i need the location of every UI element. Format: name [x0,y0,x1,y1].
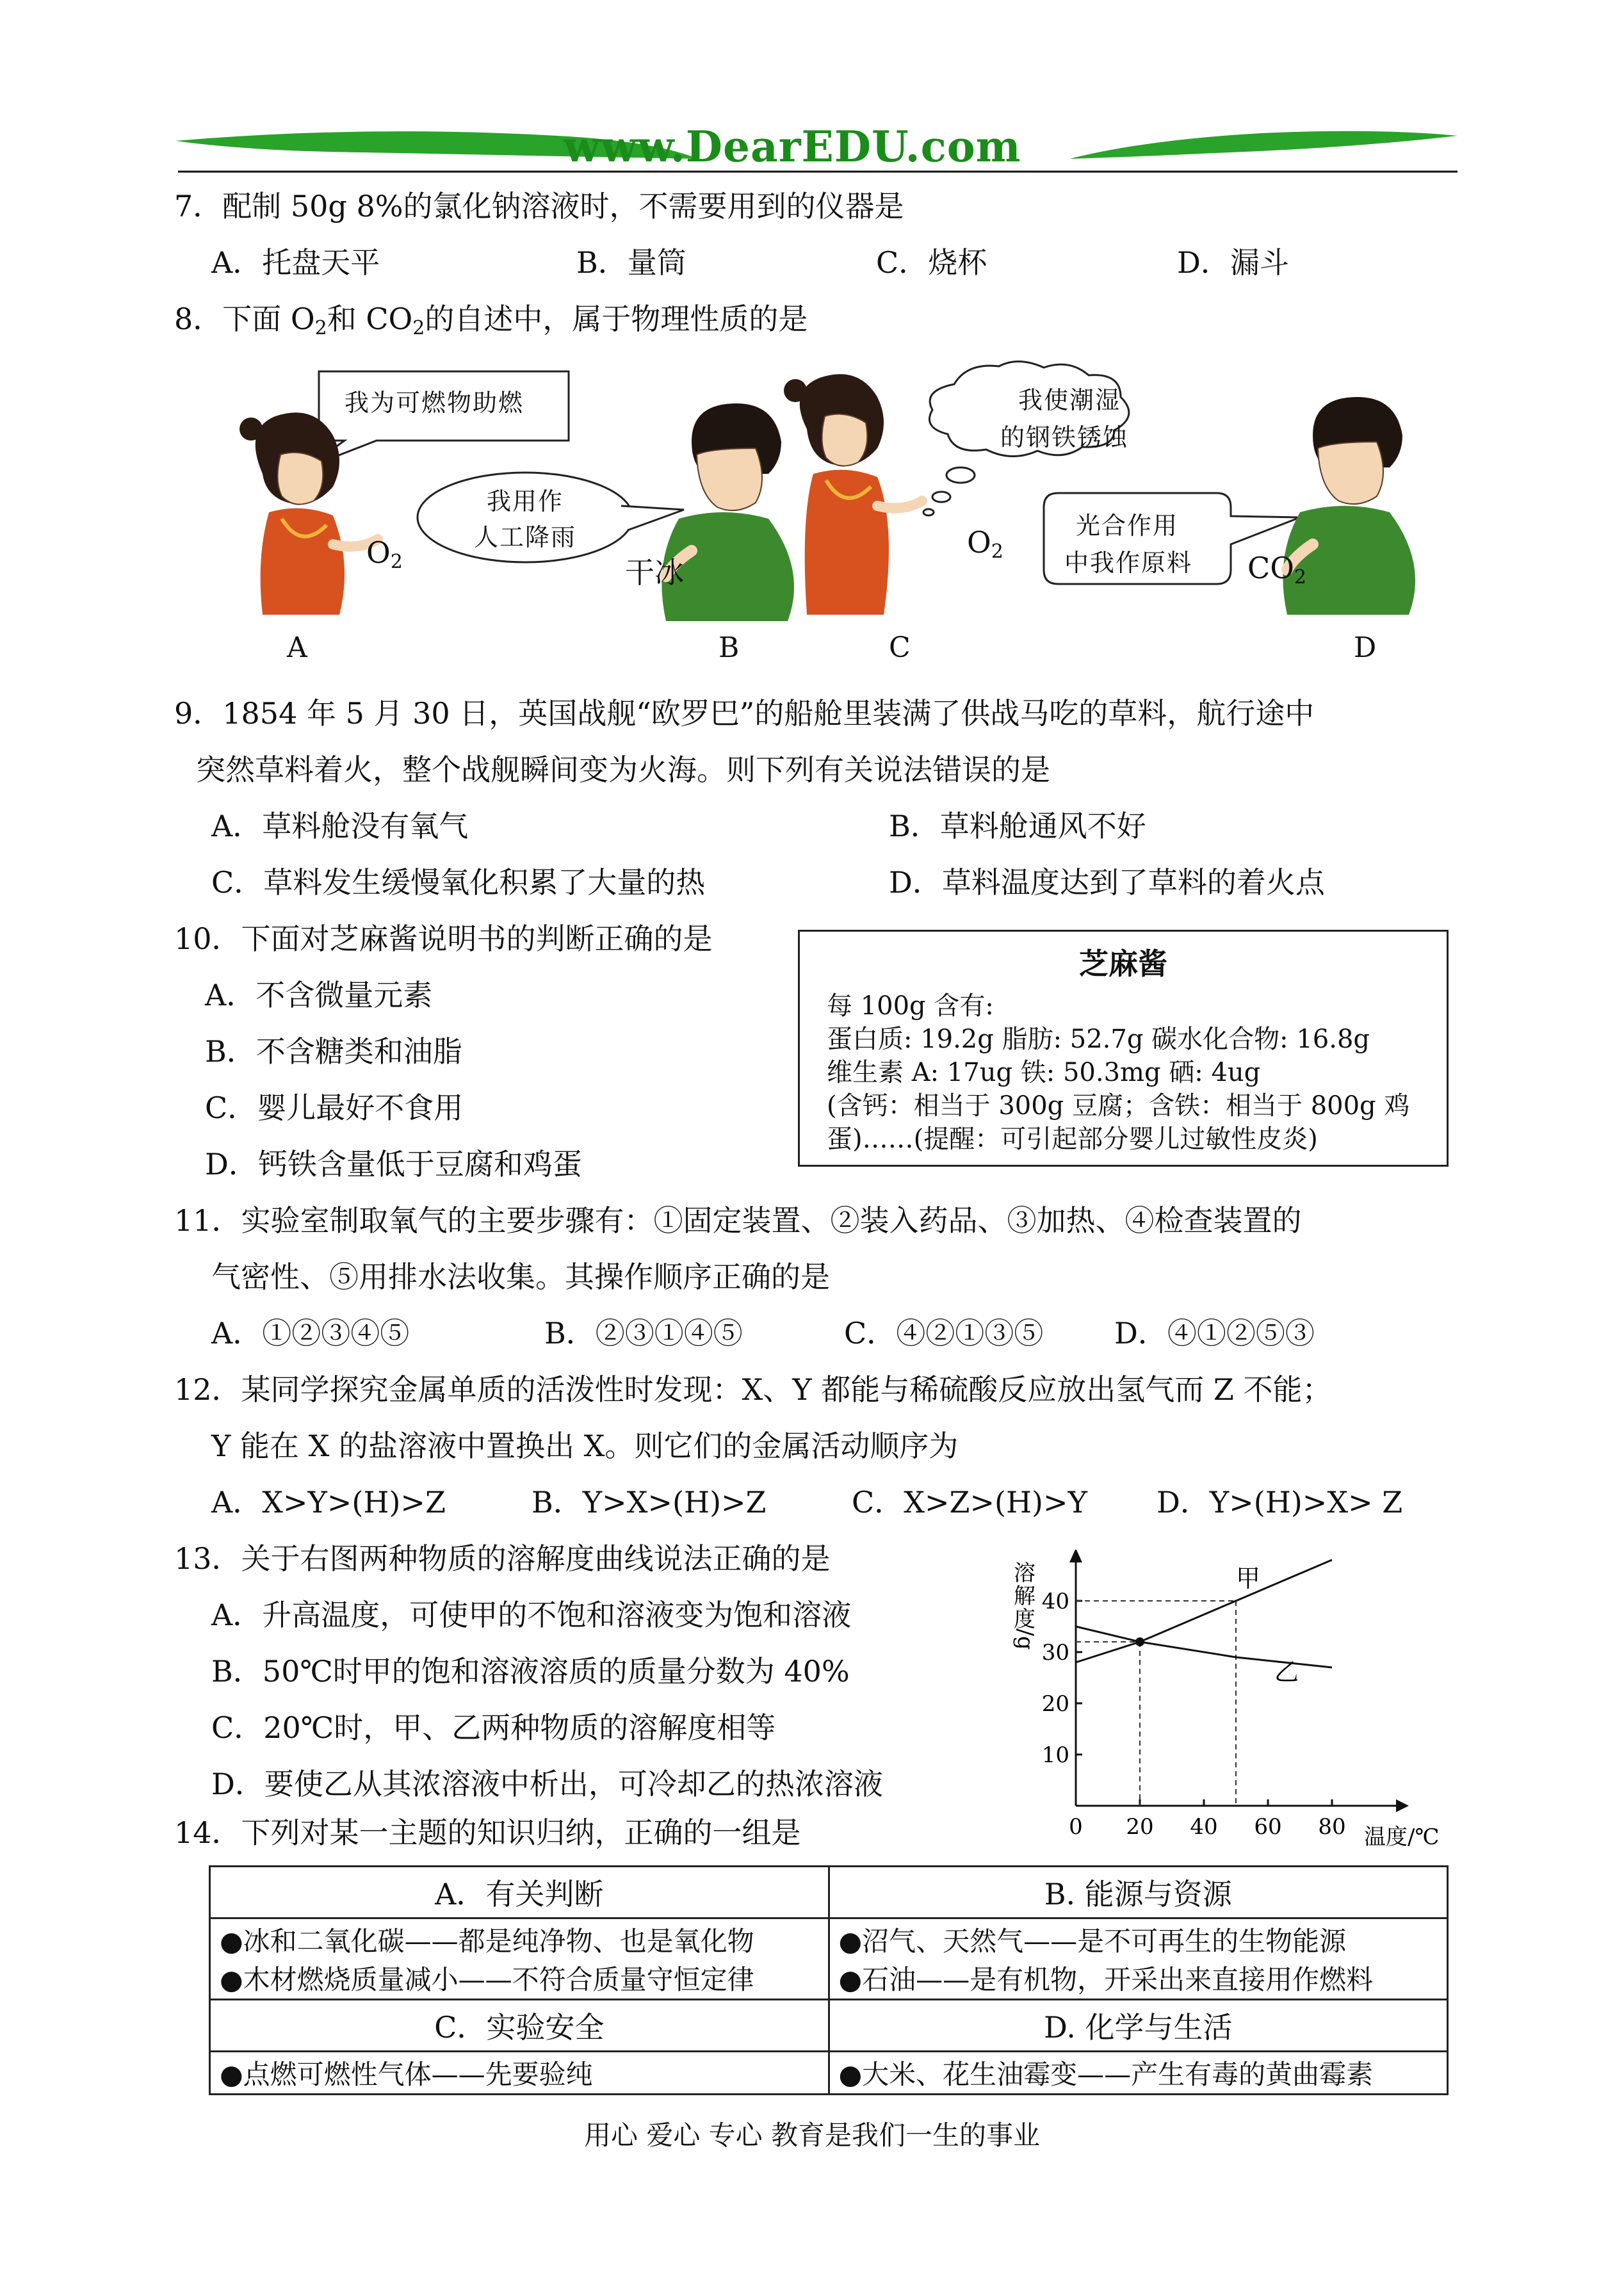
chart-ylabel-1: 溶 [1014,1561,1035,1586]
solubility-chart [1005,1550,1454,1851]
q8-letter-a[interactable]: A [287,631,307,664]
q7-option-c[interactable]: C．烧杯 [876,245,987,280]
q10-option-c[interactable]: C．婴儿最好不食用 [205,1091,464,1125]
sesame-line-3: 维生素 A: 17ug 铁: 50.3mg 硒: 4ug [827,1058,1261,1087]
bubble-c-text-2: 的钢铁锈蚀 [1000,423,1129,451]
chart-x-tick-label: 20 [1126,1814,1154,1840]
chart-series-line-1 [1076,1560,1332,1662]
q14-c-content: ●点燃可燃性气体——先要验纯 [210,2052,829,2095]
bubble-b-text-1: 我用作 [487,487,564,515]
bubble-d-text-2: 中我作原料 [1064,549,1193,577]
chart-xlabel: 温度/℃ [1364,1824,1440,1850]
header-logo: www.DearEDU.com [564,122,1021,172]
chart-x-tick-label: 80 [1318,1814,1346,1840]
q8-stem: 8．下面 $O_2$和 $CO_2$的自述中，属于物理性质的是 [174,302,808,339]
chart-y-arrow [1069,1550,1082,1562]
q8-letter-d[interactable]: D [1354,631,1377,664]
q11-option-a[interactable]: A．①②③④⑤ [211,1316,410,1350]
chart-x-tick-label: 40 [1190,1814,1218,1840]
bubble-a-text: 我为可燃物助燃 [345,389,524,417]
chart-series-label-1: 甲 [1236,1564,1261,1593]
q9-stem-line2: 突然草料着火，整个战舰瞬间变为火海。则下列有关说法错误的是 [196,752,1050,787]
q10-option-a[interactable]: A．不含微量元素 [205,978,433,1012]
q14-b-title[interactable]: B. 能源与资源 [829,1867,1448,1918]
q14-a-content: ●冰和二氧化碳——都是纯净物、也是氧化物 ●木材燃烧质量减小——不符合质量守恒定律 [210,1918,829,2000]
q12-option-b[interactable]: B．Y>X>(H)>Z [532,1485,767,1520]
sesame-line-5: 蛋)……(提醒：可引起部分婴儿过敏性皮炎) [827,1124,1318,1154]
q12-option-a[interactable]: A．X>Y>(H)>Z [211,1485,446,1520]
tag-o2-a: $O_2$ [366,535,403,573]
sesame-title: 芝麻酱 [1079,946,1167,981]
chart-x-tick-label: 60 [1254,1814,1282,1840]
q9-stem-line1: 9．1854 年 5 月 30 日，英国战舰“欧罗巴”的船舱里装满了供战马吃的草料，航行途中 [174,696,1315,731]
chart-y-tick-label: 10 [1041,1742,1069,1768]
q9-option-b[interactable]: B．草料舱通风不好 [889,809,1146,843]
q9-option-a[interactable]: A．草料舱没有氧气 [211,809,469,843]
q12-option-d[interactable]: D．Y>(H)>X> Z [1157,1485,1403,1520]
q14-stem: 14．下列对某一主题的知识归纳，正确的一组是 [174,1815,801,1850]
tag-co2-d: $CO_2$ [1247,551,1307,588]
q10-option-b[interactable]: B．不含糖类和油脂 [205,1034,462,1069]
q13-option-a[interactable]: A．升高温度，可使甲的不饱和溶液变为饱和溶液 [211,1598,852,1632]
bubble-b-text-2: 人工降雨 [474,523,577,551]
q9-option-d[interactable]: D．草料温度达到了草料的着火点 [889,865,1325,900]
chart-x-arrow [1396,1799,1409,1812]
chart-ylabel-2: 解 [1014,1584,1035,1609]
q7-option-d[interactable]: D．漏斗 [1177,245,1289,280]
q14-b-content: ●沼气、天然气——是不可再生的生物能源 ●石油——是有机物，开采出来直接用作燃料 [829,1918,1448,2000]
q14-knowledge-table [209,1865,1449,2095]
q9-option-c[interactable]: C．草料发生缓慢氧化积累了大量的热 [211,865,706,900]
sesame-line-4: (含钙：相当于 300g 豆腐；含铁：相当于 800g 鸡 [827,1091,1410,1121]
q14-a-title[interactable]: A．有关判断 [210,1867,829,1918]
chart-y-tick-label: 30 [1041,1640,1069,1666]
q12-stem-line2: Y 能在 X 的盐溶液中置换出 X。则它们的金属活动顺序为 [211,1429,959,1463]
q14-d-content: ●大米、花生油霉变——产生有毒的黄曲霉素 [829,2052,1448,2095]
sesame-label-box [798,930,1449,1167]
q12-option-c[interactable]: C．X>Z>(H)>Y [852,1485,1087,1520]
chart-y-tick-label: 40 [1041,1589,1069,1614]
q7-stem: 7．配制 50g 8%的氯化钠溶液时，不需要用到的仪器是 [174,189,904,223]
bubble-d-text-1: 光合作用 [1076,512,1179,540]
q11-option-c[interactable]: C．④②①③⑤ [844,1316,1044,1350]
q11-option-b[interactable]: B．②③①④⑤ [544,1316,743,1350]
footer-slogan: 用心 爱心 专心 教育是我们一生的事业 [583,2120,1041,2151]
q14-c-title[interactable]: C．实验安全 [210,2000,829,2052]
q7-option-a[interactable]: A．托盘天平 [211,245,380,280]
q10-stem: 10．下面对芝麻酱说明书的判断正确的是 [174,921,713,956]
q12-stem-line1: 12．某同学探究金属单质的活泼性时发现：X、Y 都能与稀硫酸反应放出氢气而 Z 不能； [174,1372,1332,1407]
chart-y-tick-label: 20 [1041,1691,1069,1717]
bubble-c-text-1: 我使潮湿 [1018,386,1121,414]
girl-c-figure [784,374,922,615]
q13-option-b[interactable]: B．50℃时甲的饱和溶液溶质的质量分数为 40% [211,1654,850,1689]
chart-ylabel-4: /g [1012,1628,1038,1650]
tag-dry-ice: 干冰 [625,555,684,590]
q8-letter-b[interactable]: B [719,631,740,664]
q13-option-c[interactable]: C．20℃时，甲、乙两种物质的溶解度相等 [211,1710,776,1745]
q13-option-d[interactable]: D．要使乙从其浓溶液中析出，可冷却乙的热浓溶液 [211,1767,883,1801]
chart-x-tick-label: 0 [1069,1814,1083,1840]
q11-stem-line2: 气密性、⑤用排水法收集。其操作顺序正确的是 [211,1260,830,1294]
q8-letter-c[interactable]: C [889,631,911,664]
q13-stem: 13．关于右图两种物质的溶解度曲线说法正确的是 [174,1541,831,1576]
q7-option-b[interactable]: B．量筒 [576,245,686,280]
q10-option-d[interactable]: D．钙铁含量低于豆腐和鸡蛋 [205,1147,582,1181]
chart-series-label-2: 乙 [1274,1658,1299,1686]
q14-d-title[interactable]: D. 化学与生活 [829,2000,1448,2052]
chart-intersection-point [1135,1637,1144,1646]
tag-o2-c: $O_2$ [967,525,1003,563]
q11-stem-line1: 11．实验室制取氧气的主要步骤有：①固定装置、②装入药品、③加热、④检查装置的 [174,1203,1302,1238]
chart-ylabel-3: 度 [1014,1607,1035,1632]
q11-option-d[interactable]: D．④①②⑤③ [1114,1316,1315,1350]
sesame-line-1: 每 100g 含有: [827,991,994,1021]
sesame-line-2: 蛋白质: 19.2g 脂肪: 52.7g 碳水化合物: 16.8g [827,1025,1370,1054]
